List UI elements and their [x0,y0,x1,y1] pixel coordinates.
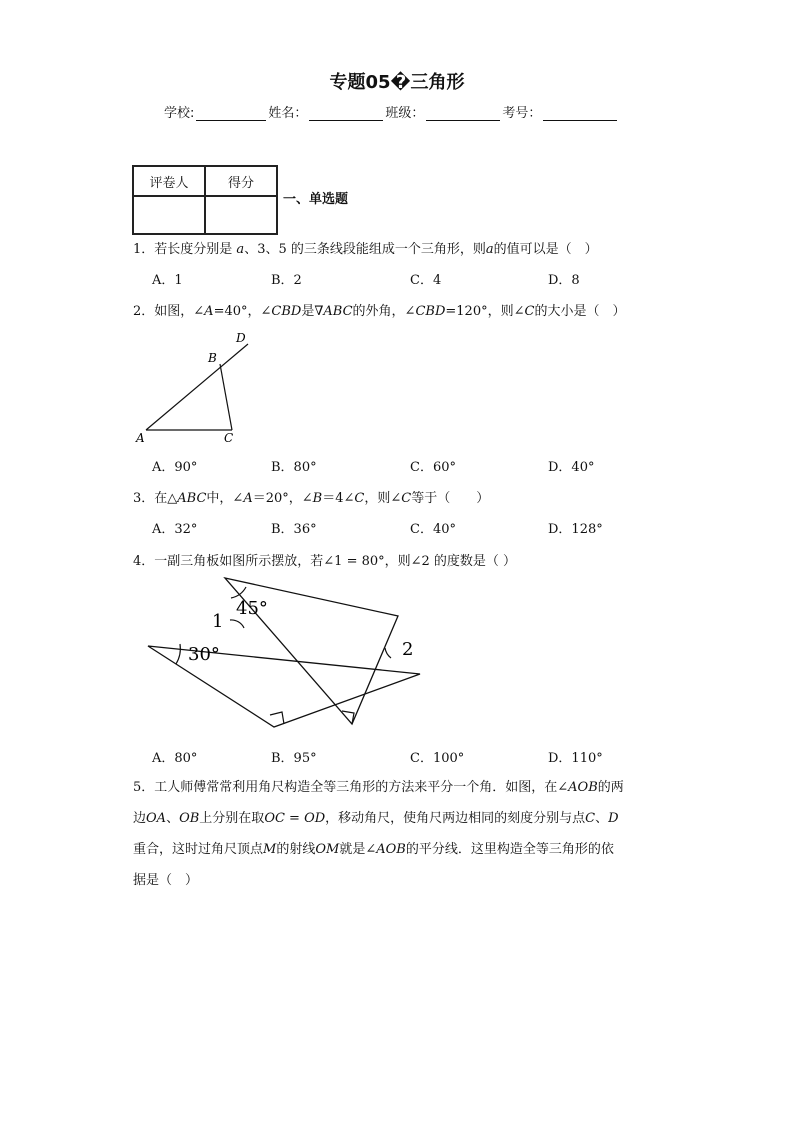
q2-option-b[interactable]: B．80° [271,460,317,475]
score-table [132,165,278,235]
label-1: 1 [212,611,224,632]
label-45: 45° [236,598,268,619]
segment-bc [220,364,232,430]
q3-option-a[interactable]: A．32° [152,522,198,537]
ray-ad [146,344,248,430]
exam-no-label: 考号： [502,106,542,121]
exam-no-blank[interactable] [543,106,617,121]
q4-option-b[interactable]: B．95° [271,751,317,766]
label-a: A [136,431,145,445]
q1-option-c[interactable]: C．4 [410,273,442,288]
right-angle-mark-2 [342,711,354,724]
arc-2 [385,648,391,658]
q2-option-d[interactable]: D．40° [548,460,595,475]
q3-option-c[interactable]: C．40° [410,522,456,537]
question-2: 2．如图，∠A=40°，∠CBD是∇ABC的外角，∠CBD=120°，则∠C的大小是（ ） [133,304,626,319]
arc-30 [176,644,180,664]
class-label: 班级： [385,106,425,121]
q2-figure [130,326,260,448]
q1-option-b[interactable]: B．2 [271,273,302,288]
label-2: 2 [402,639,414,660]
name-blank[interactable] [309,106,383,121]
q4-option-a[interactable]: A．80° [152,751,198,766]
q3-option-d[interactable]: D．128° [548,522,603,537]
q4-option-d[interactable]: D．110° [548,751,603,766]
section-title: 一、单选题 [283,192,349,207]
arc-1 [230,620,244,628]
grader-header: 评卷人 [133,166,205,196]
q1-option-d[interactable]: D．8 [548,273,580,288]
page-title: 专题05�三角形 [329,72,465,93]
q2-option-c[interactable]: C．60° [410,460,456,475]
arc-45 [231,587,246,598]
question-3: 3．在△ABC中，∠A＝20°，∠B＝4∠C，则∠C等于（ ） [133,491,490,506]
q2-option-a[interactable]: A．90° [152,460,198,475]
grader-cell[interactable] [133,196,205,234]
school-label: 学校: [164,106,195,121]
label-d: D [236,331,246,345]
class-blank[interactable] [426,106,500,121]
q4-option-c[interactable]: C．100° [410,751,465,766]
right-angle-mark-1 [270,712,284,724]
label-b: B [208,351,217,365]
student-info-line [164,102,619,121]
score-header: 得分 [205,166,277,196]
q1-option-a[interactable]: A．1 [152,273,183,288]
label-30: 30° [188,644,220,665]
label-c: C [224,431,234,445]
question-1: 1．若长度分别是 a、3、5 的三条线段能组成一个三角形，则a的值可以是（ ） [133,242,598,257]
name-label: 姓名： [268,106,308,121]
question-5: 5．工人师傅常常利用角尺构造全等三角形的方法来平分一个角．如图，在∠AOB的两 边OA、OB上分别在取OC = OD，移动角尺，使角尺两边相同的刻度分别与点C、D 重合，这时过角尺顶点M的射线OM就是∠AOB的平分线．这里构造全等三角形的依 据是（ ） [133,780,624,888]
score-cell[interactable] [205,196,277,234]
question-4: 4．一副三角板如图所示摆放，若∠1 = 80°，则∠2 的度数是（ ） [133,554,517,569]
school-blank[interactable] [196,106,266,121]
q4-figure [140,572,430,732]
q3-option-b[interactable]: B．36° [271,522,317,537]
